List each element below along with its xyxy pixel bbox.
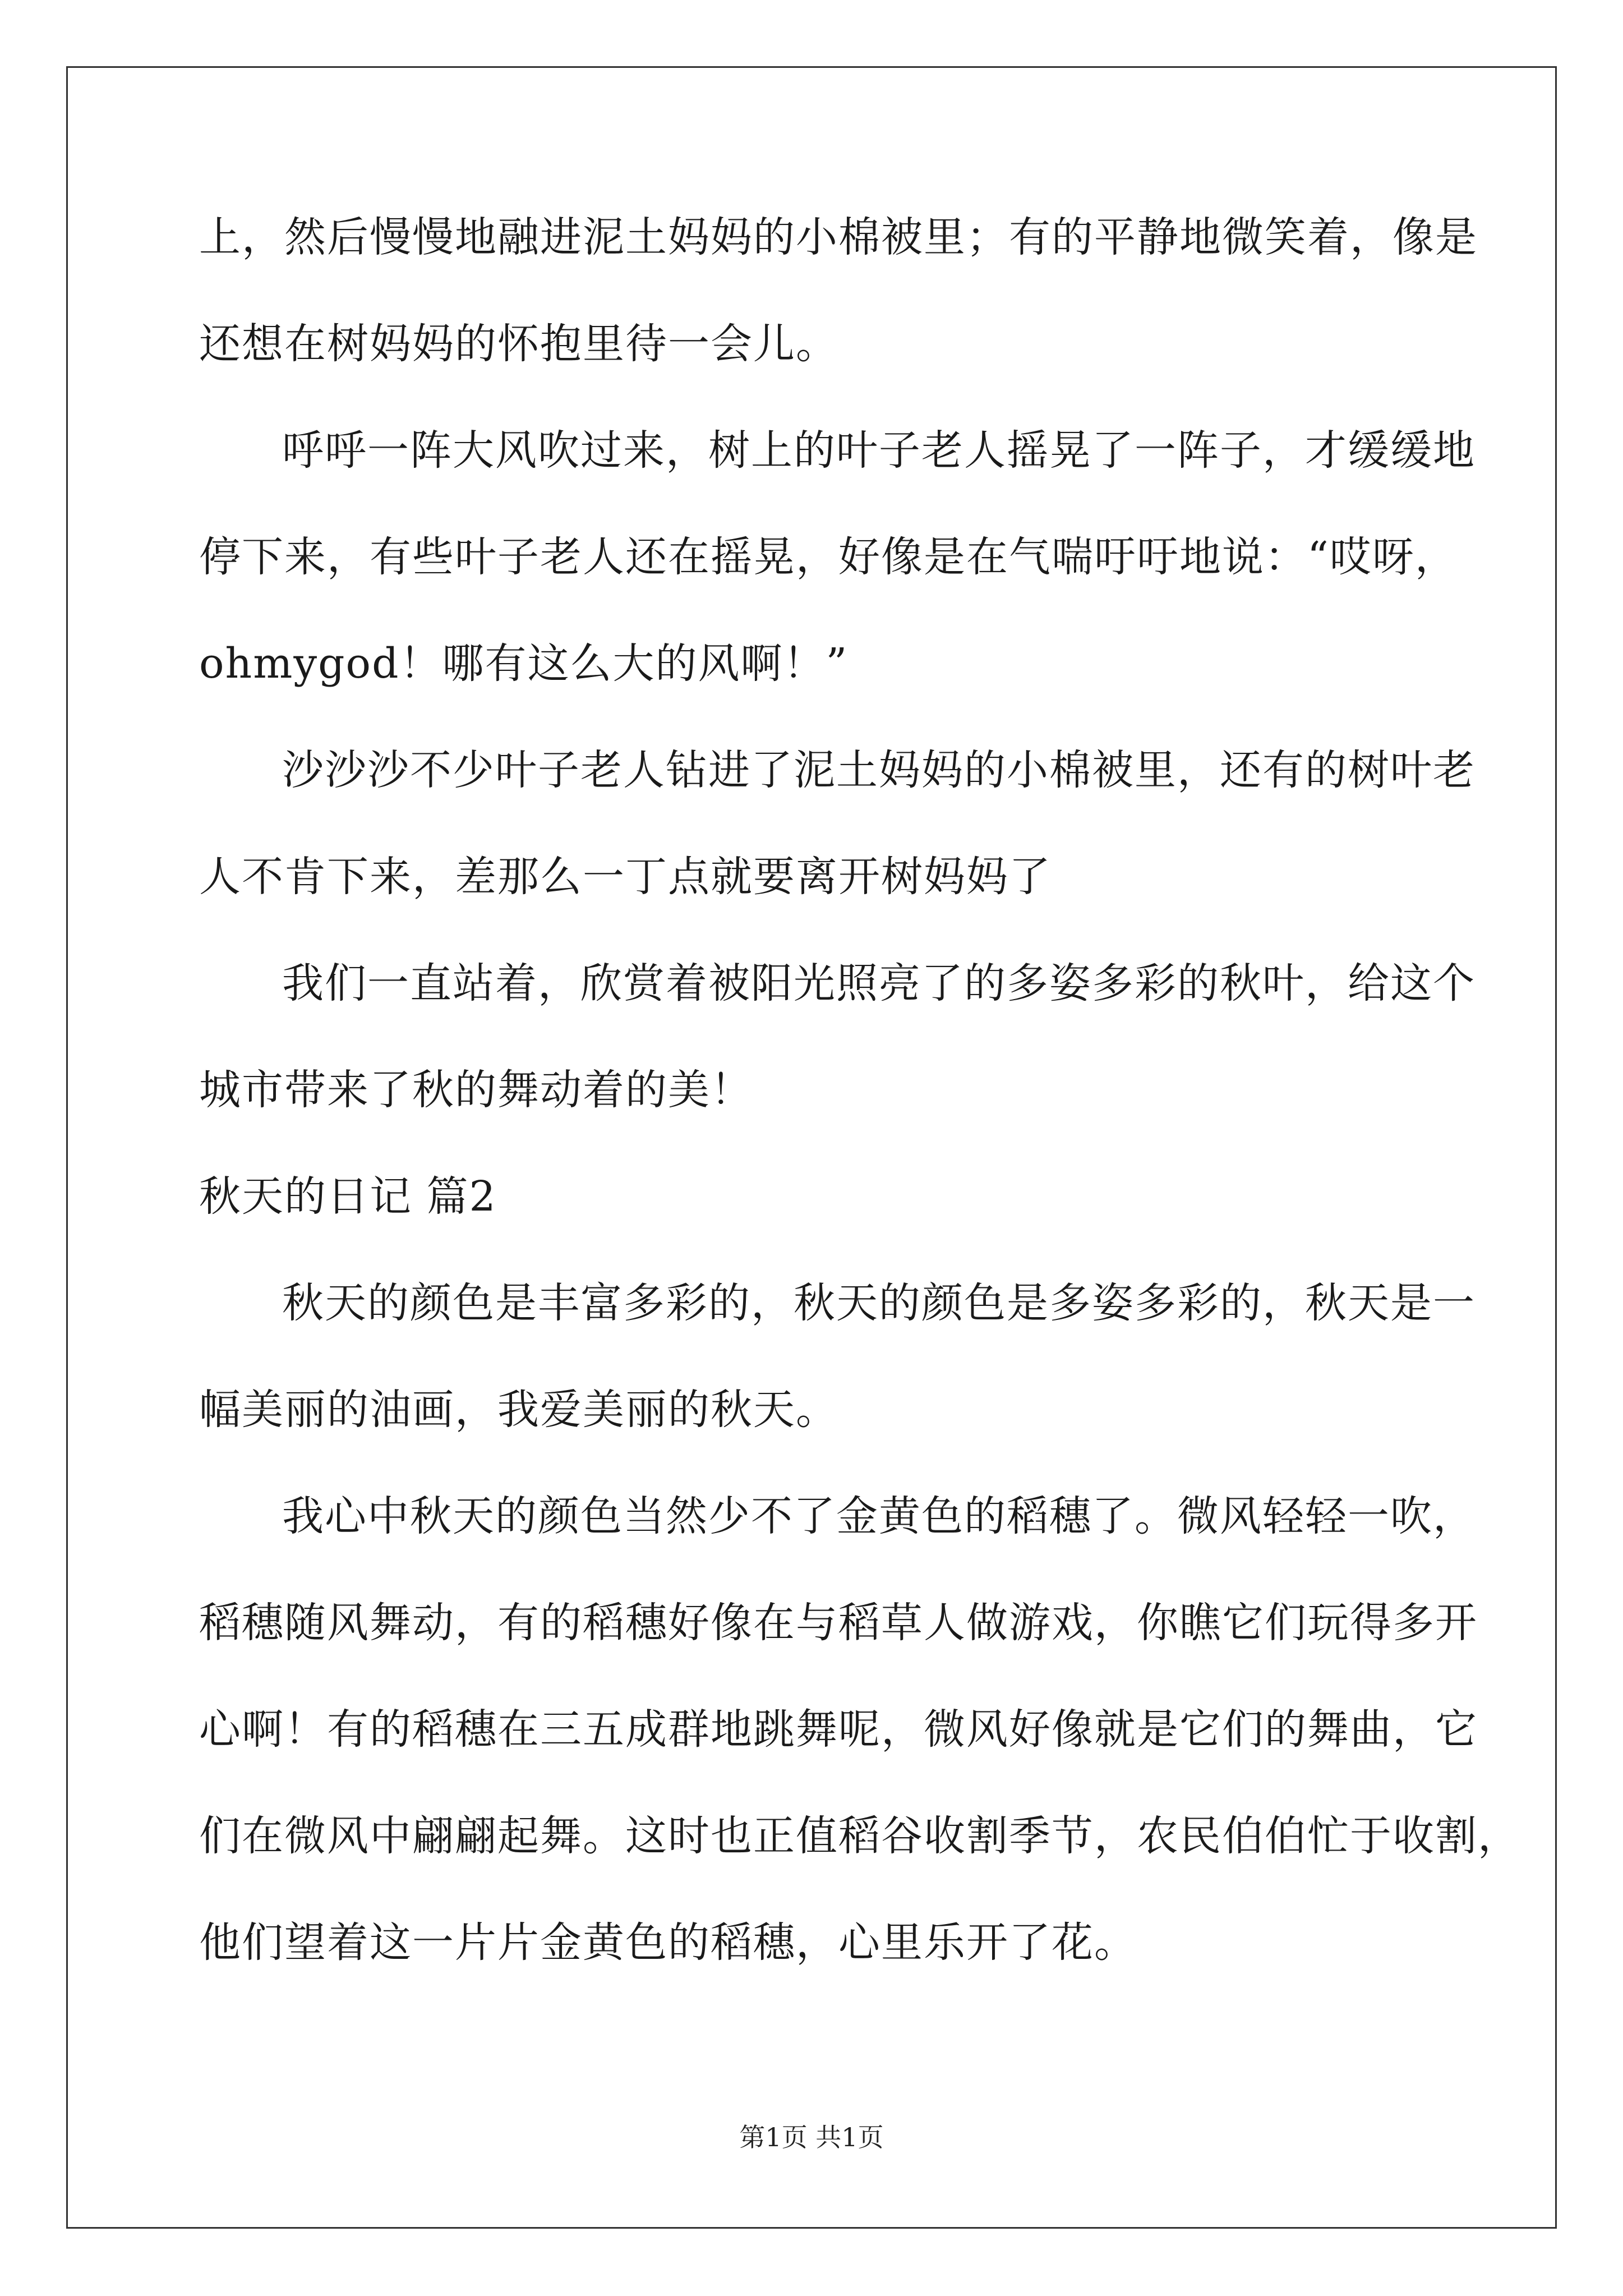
text-line: 心啊！有的稻穗在三五成群地跳舞呢，微风好像就是它们的舞曲，它 xyxy=(199,1705,1478,1754)
text-line: 我心中秋天的颜色当然少不了金黄色的稻穗了。微风轻轻一吹， xyxy=(282,1492,1476,1540)
text-line: 我们一直站着，欣赏着被阳光照亮了的多姿多彩的秋叶，给这个 xyxy=(282,959,1476,1007)
text-line: 城市带来了秋的舞动着的美！ xyxy=(199,1066,753,1114)
text-line: 沙沙沙不少叶子老人钻进了泥土妈妈的小棉被里，还有的树叶老 xyxy=(282,746,1476,794)
text-line: 稻穗随风舞动，有的稻穗好像在与稻草人做游戏，你瞧它们玩得多开 xyxy=(199,1599,1478,1647)
text-line: ohmygod！哪有这么大的风啊！” xyxy=(199,639,849,688)
text-line: 们在微风中翩翩起舞。这时也正值稻谷收割季节，农民伯伯忙于收割， xyxy=(199,1812,1520,1860)
page-border xyxy=(66,66,1557,2229)
text-line: 停下来，有些叶子老人还在摇晃，好像是在气喘吁吁地说：“哎呀， xyxy=(199,533,1458,581)
text-line: 上，然后慢慢地融进泥土妈妈的小棉被里；有的平静地微笑着，像是 xyxy=(199,213,1478,261)
page-footer: 第1页 共1页 xyxy=(739,2122,884,2152)
text-line: 呼呼一阵大风吹过来，树上的叶子老人摇晃了一阵子，才缓缓地 xyxy=(282,426,1476,475)
text-line: 他们望着这一片片金黄色的稻穗，心里乐开了花。 xyxy=(199,1918,1137,1967)
text-line: 还想在树妈妈的怀抱里待一会儿。 xyxy=(199,320,838,368)
section-heading: 秋天的日记 篇2 xyxy=(199,1172,497,1221)
text-line: 幅美丽的油画，我爱美丽的秋天。 xyxy=(199,1386,838,1434)
text-line: 人不肯下来，差那么一丁点就要离开树妈妈了 xyxy=(199,853,1052,901)
text-line: 秋天的颜色是丰富多彩的，秋天的颜色是多姿多彩的，秋天是一 xyxy=(282,1279,1476,1327)
